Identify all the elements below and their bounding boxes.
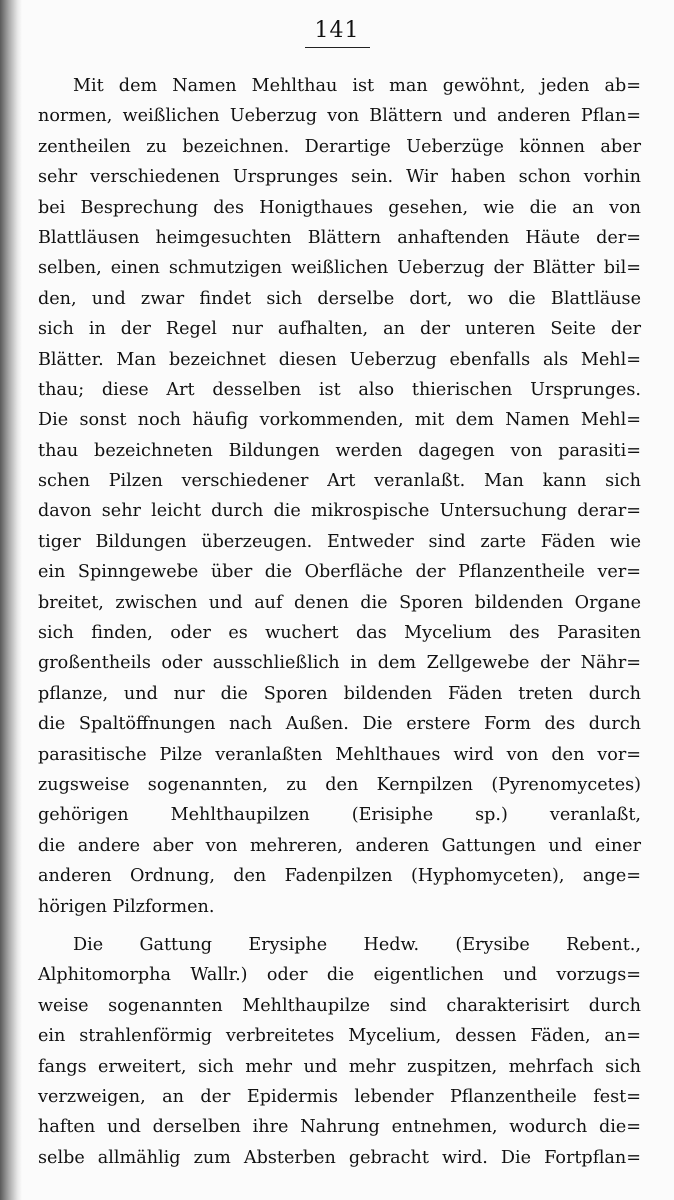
text-line: hörigen Pilzformen. bbox=[38, 896, 215, 917]
text-line: Alphitomorpha Wallr.) oder die eigentlichen und vorzugs= bbox=[38, 965, 641, 986]
text-line: weise sogenannten Mehlthaupilze sind charakterisirt durch bbox=[38, 995, 641, 1016]
text-line: ein strahlenförmig verbreitetes Mycelium, dessen Fäden, an= bbox=[38, 1026, 641, 1047]
text-line: pflanze, und nur die Sporen bildenden Fäden treten durch bbox=[38, 683, 641, 704]
text-line: parasitische Pilze veranlaßten Mehlthaues wird von den vor= bbox=[38, 744, 641, 765]
text-line: tiger Bildungen überzeugen. Entweder sind zarte Fäden wie bbox=[38, 531, 641, 552]
text-line: zentheilen zu bezeichnen. Derartige Ueberzüge können aber bbox=[38, 136, 641, 157]
text-line: davon sehr leicht durch die mikrospische Untersuchung derar= bbox=[38, 501, 641, 522]
text-line: Die sonst noch häufig vorkommenden, mit dem Namen Mehl= bbox=[38, 410, 641, 431]
text-line: Die Gattung Erysiphe Hedw. (Erysibe Rebent., bbox=[73, 934, 641, 955]
text-line: bei Besprechung des Honigthaues gesehen, wie die an von bbox=[38, 197, 641, 218]
text-line: verzweigen, an der Epidermis lebender Pflanzentheile fest= bbox=[38, 1086, 641, 1107]
text-line: sich finden, oder es wuchert das Mycelium des Parasiten bbox=[38, 623, 641, 644]
text-line: selbe allmählig zum Absterben gebracht wird. Die Fortpflan= bbox=[38, 1147, 641, 1168]
text-line: thau; diese Art desselben ist also thierischen Ursprunges. bbox=[38, 379, 641, 400]
text-line: haften und derselben ihre Nahrung entnehmen, wodurch die= bbox=[38, 1117, 641, 1138]
text-line: großentheils oder ausschließlich in dem Zellgewebe der Nähr= bbox=[38, 653, 641, 674]
text-line: den, und zwar findet sich derselbe dort, wo die Blattläuse bbox=[38, 288, 641, 309]
text-line: selben, einen schmutzigen weißlichen Ueberzug der Blätter bil= bbox=[38, 258, 641, 279]
text-line: Mit dem Namen Mehlthau ist man gewöhnt, jeden ab= bbox=[73, 76, 641, 96]
text-line: anderen Ordnung, den Fadenpilzen (Hyphomyceten), ange= bbox=[38, 866, 641, 887]
text-line: gehörigen Mehlthaupilzen (Erisiphe sp.) veranlaßt, bbox=[38, 805, 641, 826]
paragraph-2 bbox=[38, 930, 641, 1173]
text-line: breitet, zwischen und auf denen die Sporen bildenden Organe bbox=[38, 592, 641, 613]
text-line: ein Spinngewebe über die Oberfläche der Pflanzentheile ver= bbox=[38, 562, 641, 583]
text-line: die Spaltöffnungen nach Außen. Die erstere Form des durch bbox=[38, 714, 641, 735]
text-line: sehr verschiedenen Ursprunges sein. Wir haben schon vorhin bbox=[38, 167, 641, 188]
text-line: fangs erweitert, sich mehr und mehr zuspitzen, mehrfach sich bbox=[38, 1056, 641, 1077]
page-number: 141 bbox=[305, 18, 370, 48]
text-line: die andere aber von mehreren, anderen Gattungen und einer bbox=[38, 835, 641, 856]
text-line: Blätter. Man bezeichnet diesen Ueberzug ebenfalls als Mehl= bbox=[38, 349, 641, 370]
text-line: normen, weißlichen Ueberzug von Blättern und anderen Pflan= bbox=[38, 106, 641, 127]
page-header bbox=[0, 18, 674, 48]
text-line: thau bezeichneten Bildungen werden dagegen von parasiti= bbox=[38, 440, 641, 461]
paragraph-1 bbox=[38, 71, 641, 922]
text-line: schen Pilzen verschiedener Art veranlaßt. Man kann sich bbox=[38, 471, 641, 492]
page-binding-shadow bbox=[0, 0, 22, 1200]
text-line: zugsweise sogenannten, zu den Kernpilzen (Pyrenomycetes) bbox=[38, 774, 641, 795]
body-text bbox=[38, 71, 641, 1173]
text-line: Blattläusen heimgesuchten Blättern anhaftenden Häute der= bbox=[38, 227, 641, 248]
text-line: sich in der Regel nur aufhalten, an der unteren Seite der bbox=[38, 319, 641, 340]
